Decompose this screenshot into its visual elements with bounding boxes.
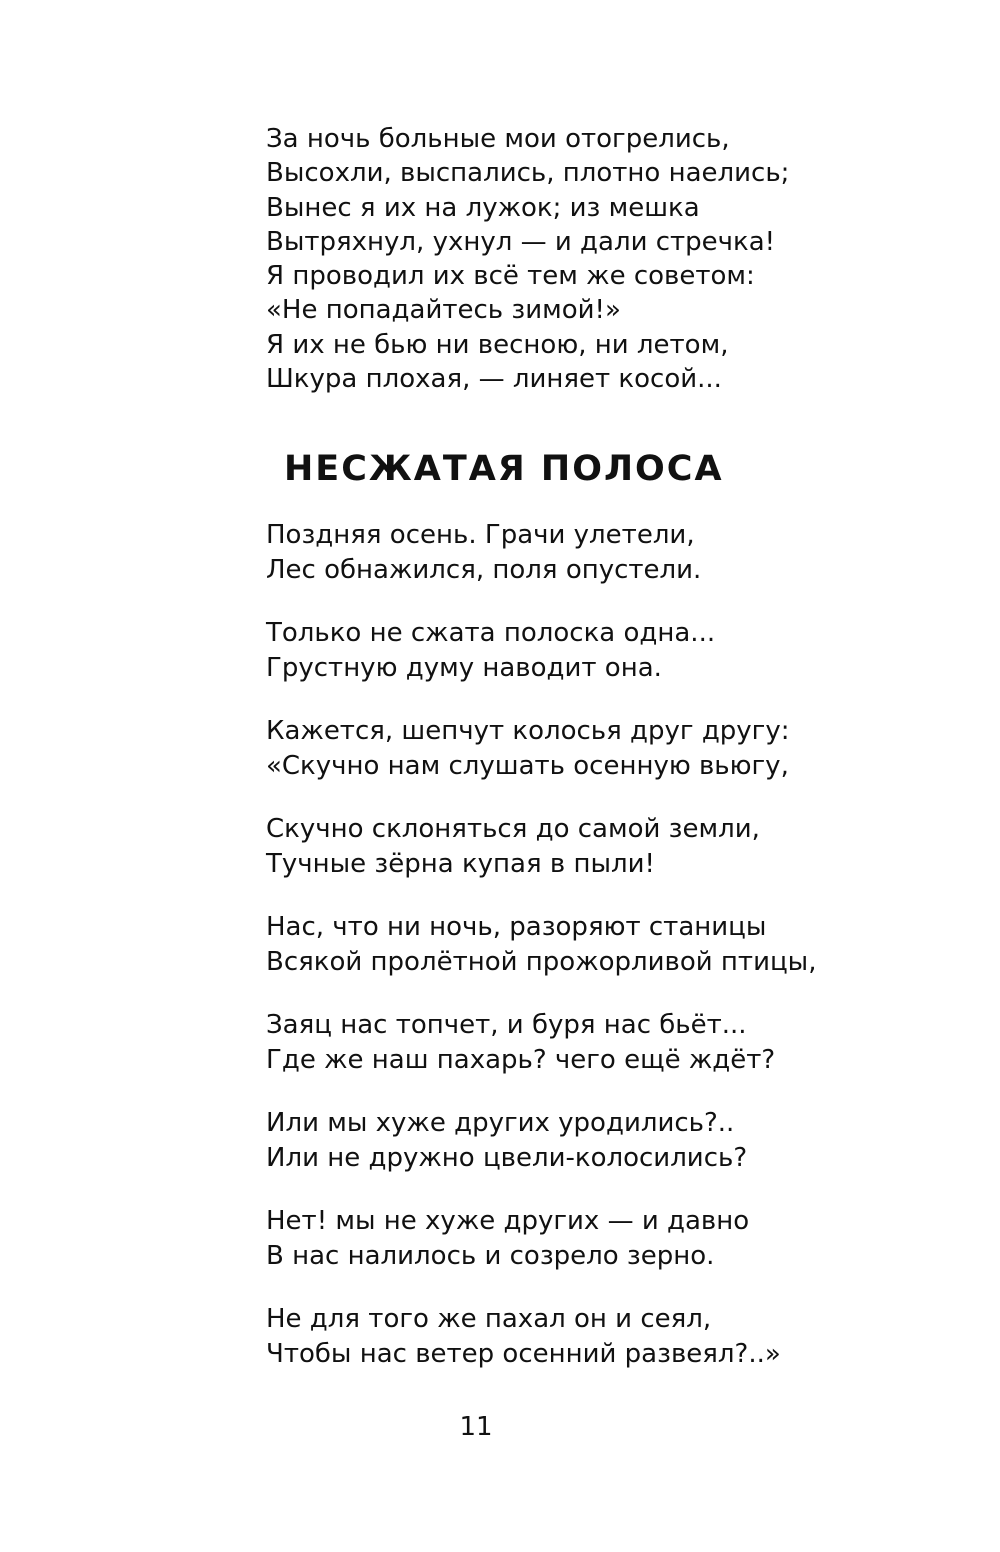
stanza [266, 1106, 816, 1175]
verse-line: «Скучно нам слушать осенную вьюгу, [266, 750, 789, 781]
verse-line: Где же наш пахарь? чего ещё ждёт? [266, 1044, 776, 1075]
verse-line: За ночь больные мои отогрелись, [266, 124, 730, 154]
verse-line: В нас налилось и созрело зерно. [266, 1240, 715, 1271]
previous-poem-ending-stanza [266, 122, 966, 396]
stanza [266, 1204, 816, 1273]
poem-title: НЕСЖАТАЯ ПОЛОСА [284, 449, 724, 489]
verse-line: Скучно склоняться до самой земли, [266, 814, 760, 844]
verse-line: Или не дружно цвели-колосились? [266, 1142, 748, 1173]
verse-line: Тучные зёрна купая в пыли! [266, 848, 655, 879]
page-number: 11 [459, 1412, 493, 1442]
verse-line: Я проводил их всё тем же советом: [266, 261, 755, 292]
verse-line: Или мы хуже других уродились?.. [266, 1108, 735, 1138]
verse-line: Не для того же пахал он и сеял, [266, 1304, 712, 1334]
verse-line: Высохли, выспались, плотно наелись; [266, 158, 790, 189]
stanza [266, 518, 816, 587]
verse-line: Грустную думу наводит она. [266, 652, 662, 683]
verse-line: Кажется, шепчут колосья друг другу: [266, 716, 790, 746]
verse-line: Поздняя осень. Грачи улетели, [266, 520, 695, 550]
stanza [266, 910, 816, 979]
book-page [266, 122, 966, 1369]
stanza [266, 1302, 816, 1371]
verse-line: Только не сжата полоска одна... [266, 618, 716, 648]
verse-line: Чтобы нас ветер осенний развеял?..» [266, 1338, 781, 1369]
stanza [266, 616, 816, 685]
verse-line: Лес обнажился, поля опустели. [266, 554, 702, 585]
verse-line: Вынес я их на лужок; из мешка [266, 192, 700, 223]
verse-line: Нет! мы не хуже других — и давно [266, 1206, 750, 1236]
verse-line: Шкура плохая, — линяет косой... [266, 364, 722, 395]
stanza [266, 1008, 816, 1077]
stanza [266, 714, 816, 783]
verse-line: Нас, что ни ночь, разоряют станицы [266, 912, 767, 942]
verse-line: Я их не бью ни весною, ни летом, [266, 329, 729, 360]
verse-line: Заяц нас топчет, и буря нас бьёт... [266, 1010, 747, 1040]
verse-line: Вытряхнул, ухнул — и дали стречка! [266, 226, 776, 257]
stanza [266, 812, 816, 881]
poem-body [266, 518, 816, 1371]
verse-line: Всякой пролётной прожорливой птицы, [266, 946, 817, 977]
verse-line: «Не попадайтесь зимой!» [266, 295, 621, 326]
